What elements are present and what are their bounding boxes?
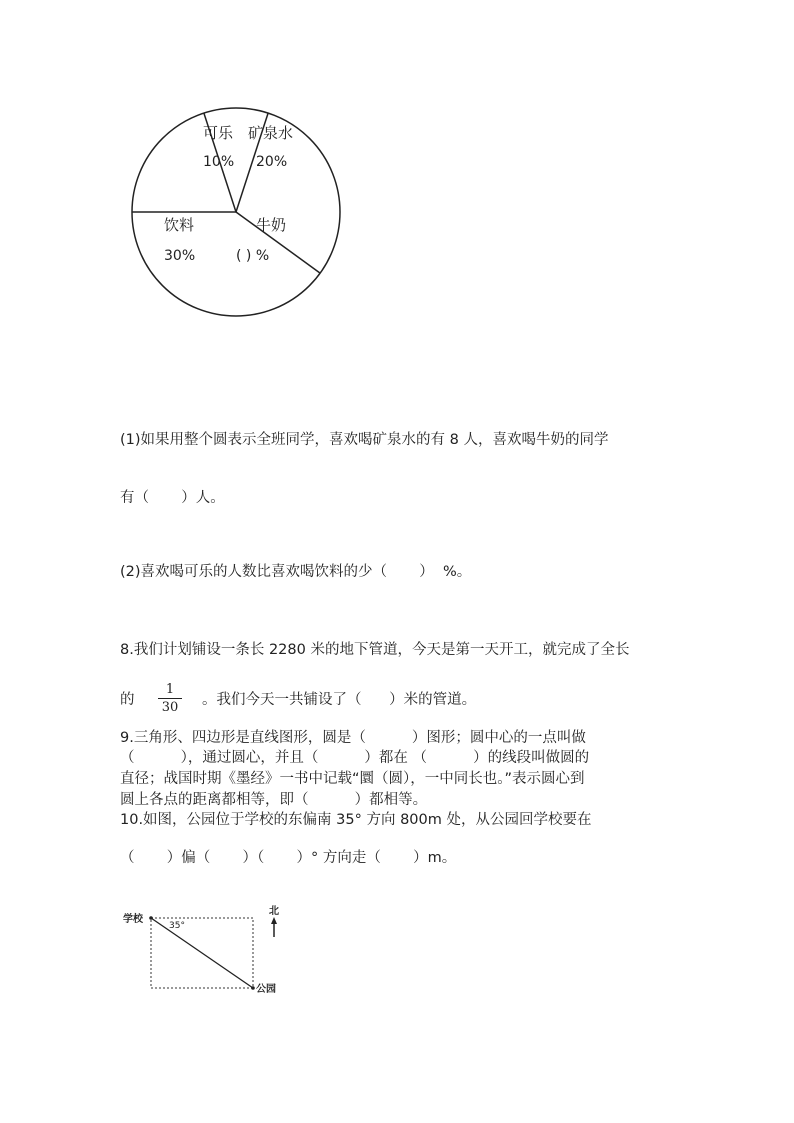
fraction-denominator: 30 [161, 700, 179, 715]
pie-pct-yinliao: 30% [164, 248, 196, 264]
school-park-line [151, 918, 253, 988]
fraction-numerator: 1 [165, 682, 175, 697]
fraction-one-thirtieth [158, 682, 182, 715]
q10-line1: 10.如图，公园位于学校的东偏南 35° 方向 800m 处，从公园回学校要在 [120, 812, 592, 828]
north-arrow-icon [271, 917, 277, 937]
q9-line2: （ ），通过圆心，并且（ ）都在 （ ）的线段叫做圆的 [120, 750, 590, 766]
q10-line2: （ ）偏（ ）（ ）° 方向走（ ）m。 [120, 850, 457, 866]
pie-slices [132, 108, 340, 316]
pie-chart [126, 100, 342, 320]
park-label: 公园 [256, 984, 276, 995]
q9-line4: 圆上各点的距离都相等，即（ ）都相等。 [120, 792, 428, 808]
pie-chart-svg [126, 100, 342, 320]
school-label: 学校 [123, 914, 143, 925]
pie-label-kuangquanshui: 矿泉水 [248, 124, 294, 142]
q8-line1: 8.我们计划铺设一条长 2280 米的地下管道，今天是第一天开工，就完成了全长 [120, 642, 630, 658]
park-point [251, 986, 255, 990]
q7-part2: (2)喜欢喝可乐的人数比喜欢喝饮料的少（ ） %。 [120, 564, 472, 580]
pie-label-kele: 可乐 [203, 124, 234, 142]
fraction-bar [158, 698, 182, 699]
school-point [149, 916, 153, 920]
q7-part1-line1: (1)如果用整个圆表示全班同学，喜欢喝矿泉水的有 8 人，喜欢喝牛奶的同学 [120, 432, 609, 448]
q9-line3: 直径；战国时期《墨经》一书中记载“圜（圆），一中同长也。”表示圆心到 [120, 771, 585, 787]
pie-pct-kuangquanshui: 20% [256, 154, 288, 170]
pie-label-yinliao: 饮料 [164, 216, 195, 234]
pie-pct-niunai: ( ) % [236, 248, 270, 264]
pie-label-niunai: 牛奶 [256, 216, 287, 234]
q7-part1-line2: 有（ ）人。 [120, 490, 225, 506]
direction-diagram [120, 900, 290, 1000]
north-label: 北 [269, 906, 279, 917]
direction-diagram-svg [120, 900, 290, 1000]
q8-suffix: 。我们今天一共铺设了（ ）米的管道。 [202, 692, 477, 708]
pie-pct-kele: 10% [203, 154, 235, 170]
angle-label: 35° [169, 921, 185, 931]
q9-line1: 9.三角形、四边形是直线图形，圆是（ ）图形；圆中心的一点叫做 [120, 730, 586, 746]
q8-prefix: 的 [120, 692, 135, 708]
